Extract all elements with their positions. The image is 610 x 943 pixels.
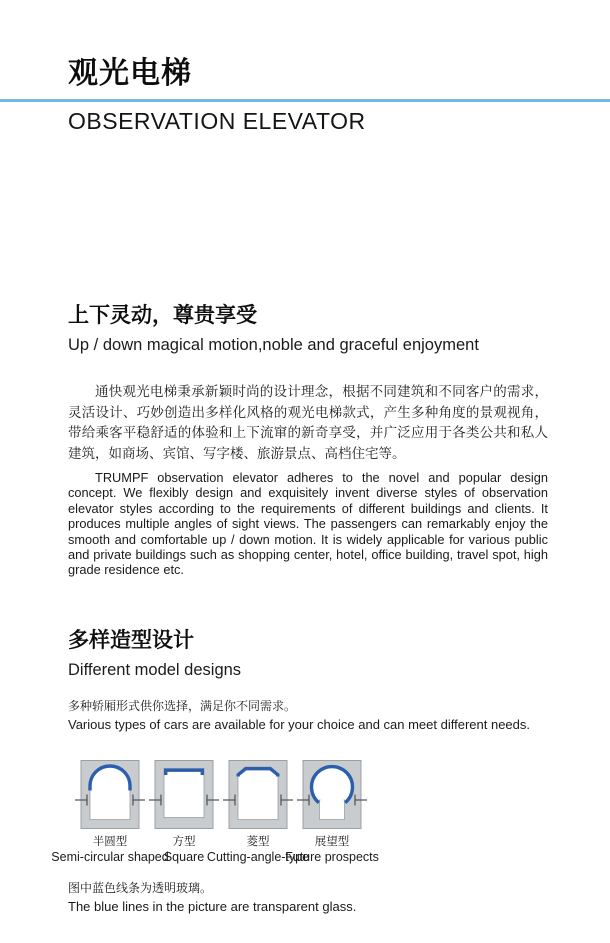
- models-heading-en: Different model designs: [68, 661, 242, 679]
- model-card-square: [147, 760, 221, 864]
- model-name-zh: 方型: [172, 836, 196, 848]
- model-name-zh: 菱型: [246, 836, 270, 848]
- title-divider-line: [0, 99, 610, 102]
- model-name-en: Future prospects: [285, 850, 379, 864]
- model-name-en: Square: [163, 850, 205, 864]
- glass-note-zh: 图中蓝色线条为透明玻璃。: [68, 881, 213, 895]
- motion-paragraph-zh: 通快观光电梯秉承新颖时尚的设计理念，根据不同建筑和不同客户的需求，灵活设计、巧妙创造出多样化风格的观光电梯款式，产生多种角度的景观视角，带给乘客平稳舒适的体验和上下流窜的新奇享受，并广泛应用于各类公共和私人建筑，如商场、宾馆、写字楼、旅游景点、高档住宅等。: [68, 384, 548, 461]
- model-card-cutting-angle: [206, 760, 310, 864]
- model-name-en: Semi-circular shaped: [51, 850, 169, 864]
- diagram-cutting-angle-icon: [221, 760, 295, 829]
- section-motion: [68, 303, 548, 578]
- models-intro-zh: 多种轿厢形式供你选择，满足你不同需求。: [68, 699, 297, 713]
- diagram-semi-circular-icon: [73, 760, 147, 829]
- model-name-en: Cutting-angle-type: [206, 850, 310, 864]
- model-name-zh: 半圆型: [92, 836, 128, 848]
- models-heading-zh: 多样造型设计: [68, 629, 194, 652]
- motion-heading-zh: 上下灵动，尊贵享受: [68, 304, 257, 327]
- model-card-semi-circular: [51, 760, 169, 864]
- model-name-zh: 展望型: [314, 836, 350, 848]
- model-card-future-prospects: [285, 760, 379, 864]
- models-intro-en: Various types of cars are available for your choice and can meet different needs.: [68, 717, 531, 732]
- model-diagrams-row: [51, 760, 548, 864]
- motion-heading-en: Up / down magical motion,noble and graceful enjoyment: [68, 336, 479, 354]
- section-models: [51, 628, 548, 914]
- car-joint: [321, 796, 344, 819]
- car-shape: [164, 769, 204, 818]
- diagram-square-icon: [147, 760, 221, 829]
- diagram-future-prospects-icon: [295, 760, 369, 829]
- page-title-en: OBSERVATION ELEVATOR: [68, 108, 366, 134]
- car-shape: [238, 767, 278, 820]
- glass-note-en: The blue lines in the picture are transparent glass.: [68, 899, 357, 914]
- page-title-zh: 观光电梯: [68, 57, 192, 90]
- motion-paragraph-en: TRUMPF observation elevator adheres to the novel and popular design concept. We flexibly design and exquisitely invent diverse styles of observation elevator styles according to the requirements of different buildings and clients. It produces multiple angles of sight views. The passengers can remarkably enjoy the smooth and comfortable up / down motion. It is widely applicable for various public and private buildings such as shopping center, hotel, office building, travel spot, high grade residence etc.: [68, 470, 548, 578]
